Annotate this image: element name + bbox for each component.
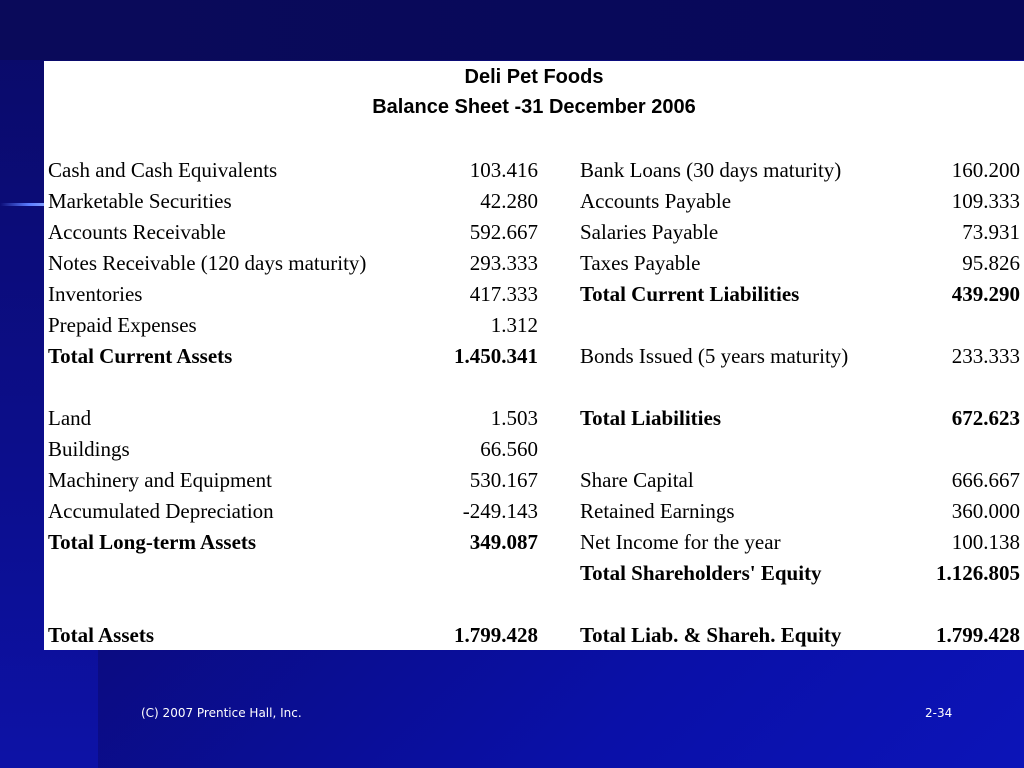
assets-row-5 <box>48 310 538 341</box>
liabilities-row-7 <box>580 372 1020 403</box>
assets-row-8 <box>48 403 538 434</box>
sheet-subtitle: Balance Sheet -31 December 2006 <box>372 96 696 118</box>
assets-column <box>48 155 538 651</box>
assets-row-7 <box>48 372 538 403</box>
liabilities-row-8 <box>580 403 1020 434</box>
asset-value: -249.143 <box>462 499 538 523</box>
liability-label: Bonds Issued (5 years maturity) <box>580 344 849 368</box>
assets-row-11 <box>48 496 538 527</box>
liabilities-column <box>580 155 1020 651</box>
liability-label: Bank Loans (30 days maturity) <box>580 158 842 182</box>
liability-value: 95.826 <box>962 251 1020 275</box>
asset-value: 1.799.428 <box>454 623 538 647</box>
asset-value: 103.416 <box>469 158 538 182</box>
asset-label: Total Current Assets <box>48 344 233 368</box>
liability-value: 1.799.428 <box>936 623 1020 647</box>
asset-label: Cash and Cash Equivalents <box>48 158 278 182</box>
liabilities-row-14 <box>580 589 1020 620</box>
liabilities-row-12 <box>580 527 1020 558</box>
liabilities-row-15 <box>580 620 1020 651</box>
assets-row-1 <box>48 186 538 217</box>
asset-label: Land <box>48 406 92 430</box>
asset-label: Notes Receivable (120 days maturity) <box>48 251 367 275</box>
asset-value: 1.312 <box>490 313 538 337</box>
liability-value: 233.333 <box>951 344 1020 368</box>
balance-sheet-table <box>44 61 1024 650</box>
asset-value: 592.667 <box>469 220 538 244</box>
liabilities-row-6 <box>580 341 1020 372</box>
liabilities-row-9 <box>580 434 1020 465</box>
liability-label: Accounts Payable <box>580 189 732 213</box>
asset-label: Inventories <box>48 282 143 306</box>
liability-label: Total Liab. & Shareh. Equity <box>580 623 842 647</box>
liability-value: 672.623 <box>951 406 1020 430</box>
liabilities-row-5 <box>580 310 1020 341</box>
liabilities-row-13 <box>580 558 1020 589</box>
liability-value: 160.200 <box>951 158 1020 182</box>
asset-label: Buildings <box>48 437 130 461</box>
liability-value: 360.000 <box>951 499 1020 523</box>
liability-label: Total Liabilities <box>580 406 722 430</box>
asset-label: Accumulated Depreciation <box>48 499 274 523</box>
liability-label: Share Capital <box>580 468 694 492</box>
liability-label: Taxes Payable <box>580 251 701 275</box>
liability-label: Retained Earnings <box>580 499 735 523</box>
asset-label: Total Long-term Assets <box>48 530 257 554</box>
copyright-footer: (C) 2007 Prentice Hall, Inc. <box>141 706 302 720</box>
assets-row-15 <box>48 620 538 651</box>
liabilities-row-11 <box>580 496 1020 527</box>
assets-row-9 <box>48 434 538 465</box>
asset-value: 66.560 <box>480 437 538 461</box>
liability-label: Total Shareholders' Equity <box>580 561 822 585</box>
liability-value: 666.667 <box>951 468 1020 492</box>
assets-row-6 <box>48 341 538 372</box>
asset-label: Accounts Receivable <box>48 220 226 244</box>
assets-row-12 <box>48 527 538 558</box>
assets-row-14 <box>48 589 538 620</box>
assets-row-0 <box>48 155 538 186</box>
liability-value: 109.333 <box>951 189 1020 213</box>
asset-value: 293.333 <box>469 251 538 275</box>
decorative-glow-line <box>0 203 48 206</box>
liabilities-row-3 <box>580 248 1020 279</box>
liabilities-row-4 <box>580 279 1020 310</box>
liabilities-row-1 <box>580 186 1020 217</box>
asset-value: 1.450.341 <box>454 344 538 368</box>
liabilities-row-2 <box>580 217 1020 248</box>
liability-value: 439.290 <box>951 282 1020 306</box>
asset-value: 417.333 <box>469 282 538 306</box>
liability-label: Net Income for the year <box>580 530 781 554</box>
liability-value: 1.126.805 <box>936 561 1020 585</box>
assets-row-3 <box>48 248 538 279</box>
assets-row-10 <box>48 465 538 496</box>
company-title: Deli Pet Foods <box>464 66 604 88</box>
asset-label: Total Assets <box>48 623 154 647</box>
asset-label: Prepaid Expenses <box>48 313 197 337</box>
slide-number: 2-34 <box>925 706 953 720</box>
assets-row-4 <box>48 279 538 310</box>
asset-label: Marketable Securities <box>48 189 232 213</box>
liabilities-row-10 <box>580 465 1020 496</box>
liability-label: Total Current Liabilities <box>580 282 800 306</box>
asset-value: 349.087 <box>469 530 538 554</box>
liabilities-row-0 <box>580 155 1020 186</box>
liability-value: 100.138 <box>951 530 1020 554</box>
assets-row-2 <box>48 217 538 248</box>
asset-value: 42.280 <box>480 189 538 213</box>
slide-top-band <box>0 0 1024 60</box>
asset-label: Machinery and Equipment <box>48 468 272 492</box>
asset-value: 1.503 <box>490 406 538 430</box>
liability-label: Salaries Payable <box>580 220 719 244</box>
liability-value: 73.931 <box>962 220 1020 244</box>
assets-row-13 <box>48 558 538 589</box>
asset-value: 530.167 <box>469 468 538 492</box>
